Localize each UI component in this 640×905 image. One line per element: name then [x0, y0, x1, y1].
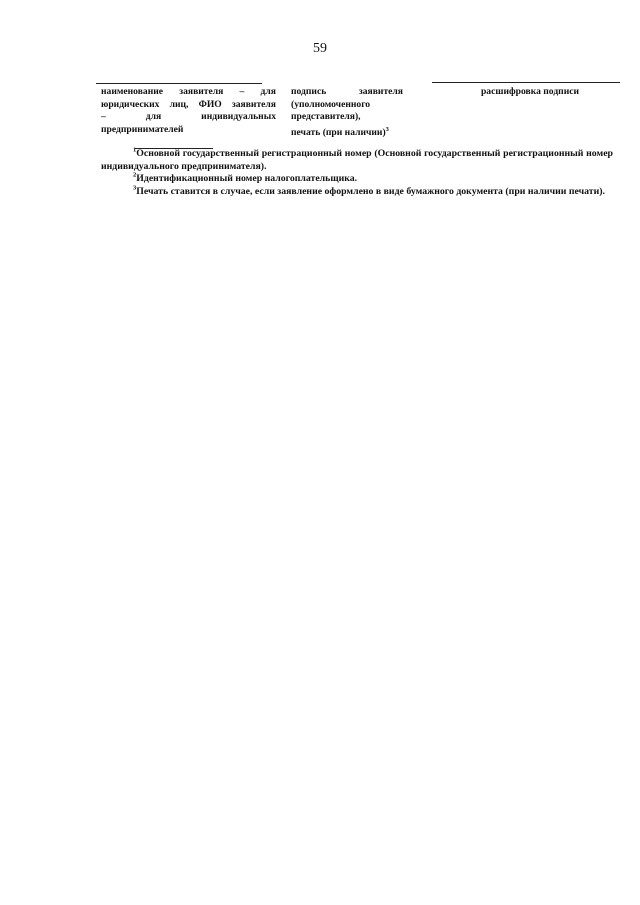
signature-decode-caption: [440, 86, 620, 99]
signature-caption-line: подпись заявителя: [291, 86, 403, 97]
decode-caption-label: расшифровка подписи: [480, 86, 580, 97]
signature-decode-line: [432, 82, 620, 83]
footnote-mark: 3: [385, 125, 389, 133]
footnote-mark: 1: [133, 146, 137, 154]
applicant-caption-line: – для индивидуальных: [101, 111, 276, 123]
signature-caption: [291, 86, 403, 140]
footnote-mark: 2: [133, 171, 137, 179]
footnote-1: [101, 148, 613, 173]
footnote-text: Печать ставится в случае, если заявление оформлено в виде бумажного документа (при наличии печати).: [136, 185, 605, 197]
footnote-3: [101, 186, 613, 199]
signature-caption-text: печать (при наличии): [291, 126, 386, 138]
applicant-name-line: [96, 83, 262, 84]
footnote-2: [101, 173, 613, 186]
applicant-caption-line: предпринимателей: [101, 123, 184, 135]
applicant-name-caption: [101, 86, 276, 136]
footnote-text: Идентификационный номер налогоплательщика.: [136, 173, 358, 184]
signature-caption-line: [291, 124, 403, 140]
footnote-mark: 3: [133, 184, 137, 192]
page-number: 59: [313, 41, 327, 56]
signature-caption-line: представителя),: [291, 111, 361, 123]
footnote-text: Основной государственный регистрационный номер (Основной государственный регистрационный номер индивидуального предпринимателя).: [101, 148, 613, 172]
applicant-caption-line: наименование заявителя – для: [101, 86, 276, 97]
applicant-caption-line: юридических лиц, ФИО заявителя: [101, 98, 276, 110]
footnotes: [101, 148, 613, 198]
signature-caption-line: (уполномоченного: [291, 98, 371, 110]
